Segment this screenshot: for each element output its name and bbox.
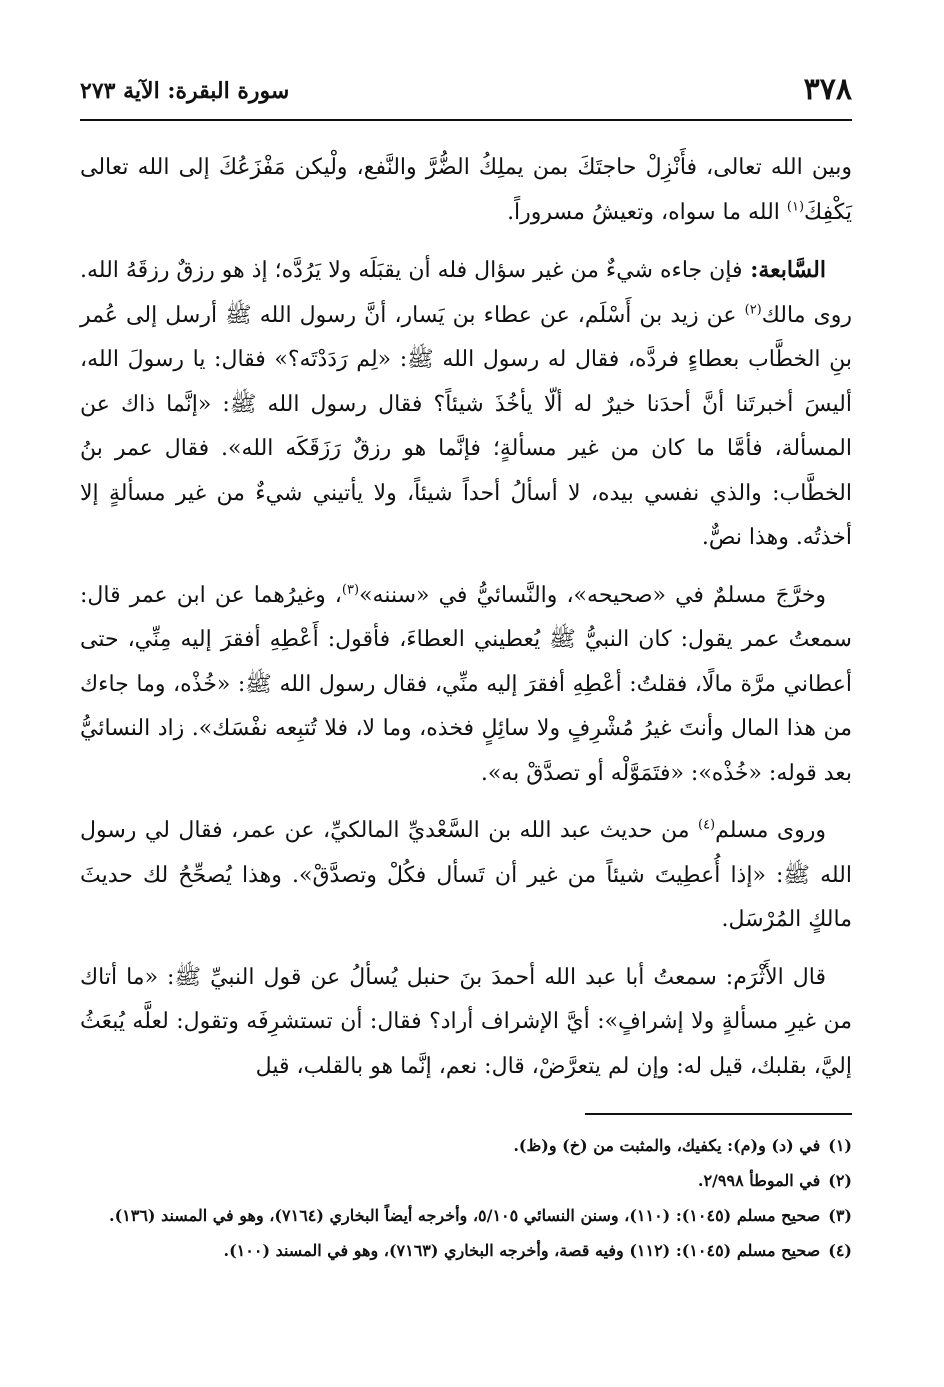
footnote-ref-3: (٣) [341,582,360,598]
paragraph-2 [80,248,852,561]
footnote-number: (٢) [828,1171,852,1190]
footnotes [80,1130,852,1270]
paragraph-text: ، وغيرُهما عن ابن عمر قال: سمعتُ عمر يقول: كان النبيُّ ﷺ يُعطيني العطاءَ، فأقول: أَعْطِهِ أفقرَ إليه مِنِّي، حتى أعطاني مرَّة مالًا، فقلتُ: أعْطِهِ أفقرَ إليه منِّي، فقال رسول الله ﷺ: «خُذْه، وما جاءك من هذا المال وأنتَ غيرُ مُشْرِفٍ ولا سائِلٍ فخذه، وما لا، فلا تُتبِعه نفْسَك». زاد النسائيُّ بعد قوله: «خُذْه»: «فتَمَوَّلْه أو تصدَّقْ به». [80,582,852,786]
page-header [80,70,852,110]
paragraph-text: وخرَّجَ مسلمٌ في «صحيحه»، والنَّسائيُّ في «سننه» [359,582,827,608]
paragraph-text: وروى مسلم [715,818,827,843]
footnote-divider [585,1113,852,1115]
paragraph-text: قال الأَثْرَم: سمعتُ أبا عبد الله أحمدَ بنَ حنبل يُسألُ عن قول النبيِّ ﷺ: «ما أتاك من غيرِ مسألةٍ ولا إشرافٍ»: أيَّ الإشراف أراد؟ فقال: أن تستشرِفَه وتقول: لعلَّه يُبعَثُ إليَّ، بقلبك، قيل له: وإن لم يتعرَّضْ، قال: نعم، إنَّما هو بالقلب، قيل [80,964,852,1079]
footnote-1 [80,1130,852,1161]
paragraph-5 [80,956,852,1090]
footnote-text: صحيح مسلم (١٠٤٥): (١١٢) وفيه قصة، وأخرجه البخاري (٧١٦٣)، وهو في المسند (١٠٠). [223,1241,821,1260]
page-number: ٣٧٨ [803,72,852,107]
footnote-ref-4: (٤) [697,817,716,833]
footnote-text: صحيح مسلم (١٠٤٥): (١١٠)، وسنن النسائي ٥/١٠٥، وأخرجه أيضاً البخاري (٧١٦٤)، وهو في المسند (١٣٦). [109,1206,821,1225]
footnote-text: في (د) و(م): يكفيك، والمثبت من (خ) و(ظ). [513,1136,821,1155]
main-text [80,146,852,1102]
paragraph-1 [80,146,852,235]
footnote-text: في الموطأ ٢/٩٩٨. [697,1171,821,1190]
footnote-2 [80,1165,852,1196]
footnote-number: (١) [828,1136,852,1155]
paragraph-text: فإن جاءه شيءٌ من غير سؤال فله أن يقبَلَه ولا يَرُدَّه؛ إذ هو رزقٌ رزقَهُ الله. روى مالك [80,258,852,328]
paragraph-text: الله ما سواه، وتعيشُ مسروراً. [507,199,787,225]
paragraph-text: عن زيد بن أَسْلَم، عن عطاء بن يَسار، أنَّ رسول الله ﷺ أرسل إلى عُمر بنِ الخطَّاب بعطاءٍ فردَّه، فقال له رسول الله ﷺ: «لِم رَدَدْتَه؟» فقال: يا رسولَ الله، أليسَ أخبرتَنا أنَّ أحدَنا خيرٌ له ألّا يأخُذَ شيئاً؟ فقال رسول الله ﷺ: «إنَّما ذاك عن المسألة، فأمَّا ما كان من غير مسألةٍ؛ فإنَّما هو رزقٌ رَزَقَكَه الله». فقال عمر بنُ الخطَّاب: والذي نفسي بيده، لا أسألُ أحداً شيئاً، ولا يأتيني شيءٌ من غير مسألةٍ إلا أخذتُه. وهذا نصٌّ. [80,302,852,550]
paragraph-text: من حديث عبد الله بن السَّعْديِّ المالكيِّ، عن عمر، فقال لي رسول الله ﷺ: «إذا أُعطِيتَ شيئاً من غير أن تَسأل فكُلْ وتصدَّقْ». وهذا يُصحِّحُ لك حديثَ مالكٍ المُرْسَل. [80,818,852,932]
paragraph-4 [80,809,852,943]
footnote-3 [80,1200,852,1231]
section-lead: السَّابعة: [742,257,826,283]
running-title: سورة البقرة: الآية ٢٧٣ [80,78,290,104]
footnote-number: (٤) [828,1241,852,1260]
footnote-ref-1: (١) [786,199,805,215]
paragraph-text: وبين الله تعالى، فأَنْزِلْ حاجتَكَ بمن يملِكُ الضُّرَّ والنَّفع، ولْيكن مَفْزَعُكَ إلى الله تعالى يَكْفِكَ [80,155,852,225]
footnote-ref-2: (٢) [744,302,762,318]
header-divider [80,119,852,121]
footnote-4 [80,1235,852,1266]
paragraph-3 [80,574,852,797]
footnote-number: (٣) [828,1206,852,1225]
